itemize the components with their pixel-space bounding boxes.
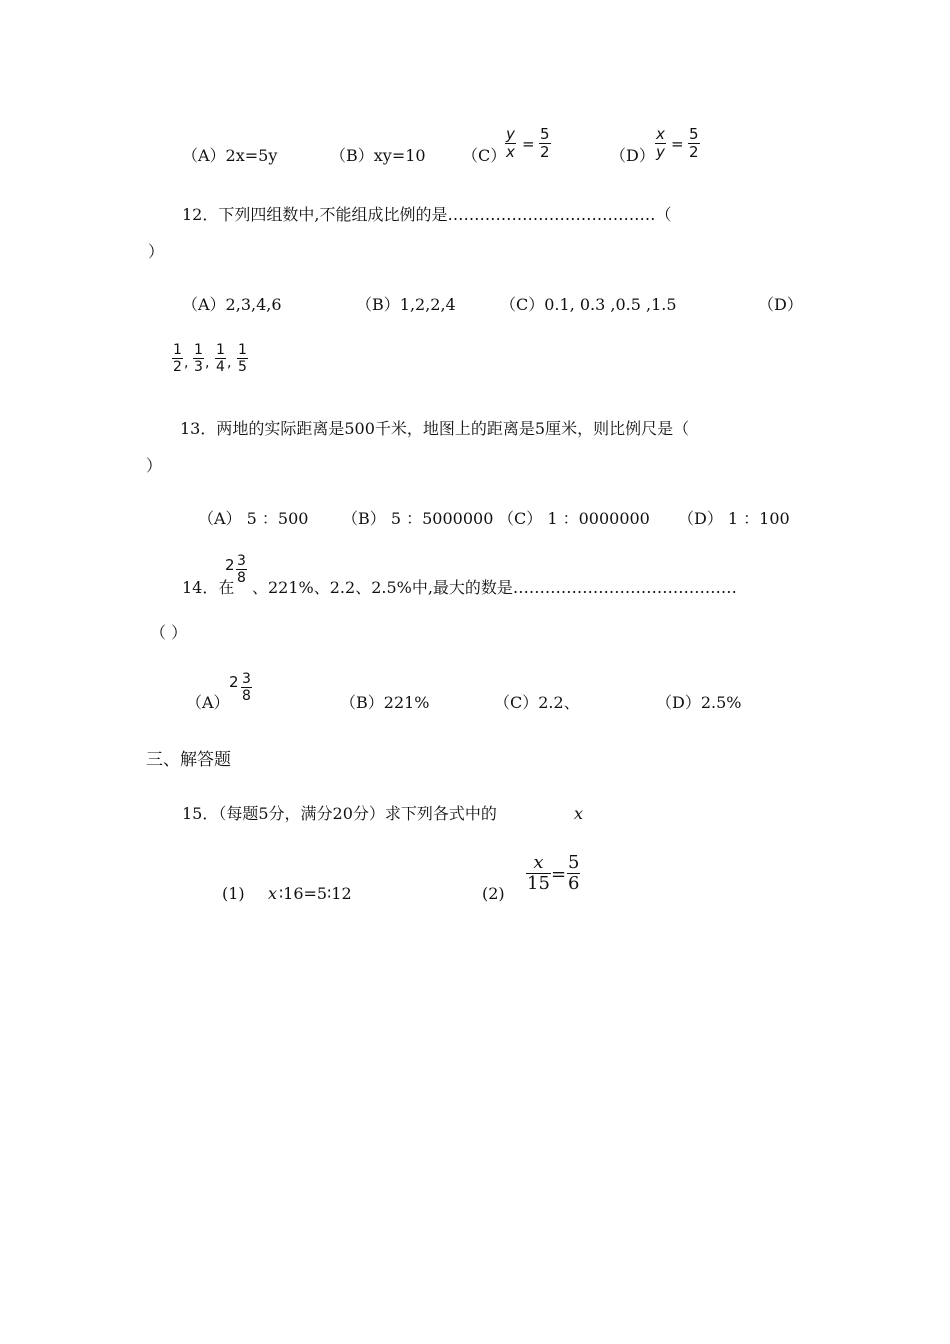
fraction-numerator: x — [656, 125, 665, 143]
q12-stem-close: ） — [148, 242, 165, 261]
q13-option-a: （A） 5 ：500 — [198, 509, 309, 528]
q11-option-a: （A）2x=5y — [182, 146, 278, 165]
q12-fraction-1 — [172, 343, 183, 374]
q14-option-a-label: （A） — [186, 693, 230, 712]
q14-option-c: （C）2.2、 — [494, 693, 580, 712]
q15-stem-variable: x — [574, 804, 584, 823]
fraction-denominator: 3 — [194, 359, 203, 375]
q14-stem-suffix: 、221%、2.2、2.5%中,最大的数是…………………………………… — [252, 578, 737, 597]
q12-comma: , — [205, 355, 210, 371]
q13-option-b: （B） 5 ：5000000 — [342, 509, 494, 528]
q15-part1-label: (1) — [222, 884, 245, 903]
q12-fraction-4 — [237, 343, 248, 374]
q12-option-d-label: （D） — [758, 295, 803, 314]
fraction-numerator: 3 — [237, 553, 246, 569]
q12-comma: , — [227, 355, 232, 371]
q13-stem-close: ） — [146, 456, 163, 475]
q12-option-a: （A）2,3,4,6 — [182, 295, 282, 314]
q14-option-a-whole: 2 — [229, 673, 239, 691]
q15-part1-variable: x — [268, 884, 278, 903]
fraction-numerator: 1 — [238, 342, 247, 358]
q14-stem-prefix: 14．在 — [182, 578, 235, 597]
fraction-numerator: 5 — [568, 852, 580, 873]
fraction-numerator: 1 — [194, 342, 203, 358]
fraction-denominator: 15 — [527, 873, 550, 894]
q15-part2-equals: = — [551, 864, 567, 885]
q13-stem: 13．两地的实际距离是500千米，地图上的距离是5厘米，则比例尺是（ — [180, 419, 690, 438]
q12-fraction-3 — [215, 343, 226, 374]
fraction-denominator: 8 — [242, 688, 251, 704]
q11-option-c-value — [539, 127, 551, 160]
q14-option-a-fraction — [241, 672, 252, 703]
fraction-denominator: 4 — [216, 359, 225, 375]
q11-option-d-label: （D） — [610, 146, 655, 165]
q11-option-d-fraction — [655, 127, 666, 160]
q13-option-d: （D） 1 ：100 — [678, 509, 790, 528]
q12-fraction-2 — [193, 343, 204, 374]
q11-option-d-equals: = — [671, 135, 684, 153]
q12-option-b: （B）1,2,2,4 — [356, 295, 456, 314]
q15-part2-label: (2) — [482, 884, 505, 903]
fraction-numerator: 1 — [173, 342, 182, 358]
fraction-denominator: 6 — [568, 873, 580, 894]
fraction-numerator: x — [533, 852, 544, 873]
q14-option-b: （B）221% — [340, 693, 430, 712]
fraction-numerator: 5 — [689, 125, 699, 143]
q14-mixed-whole: 2 — [225, 556, 235, 574]
fraction-numerator: 5 — [540, 125, 550, 143]
fraction-denominator: 5 — [238, 359, 247, 375]
fraction-numerator: 3 — [242, 671, 251, 687]
q14-option-d: （D）2.5% — [656, 693, 742, 712]
q15-part2-value — [567, 854, 580, 893]
q12-stem: 12．下列四组数中,不能组成比例的是…………………………………（ — [182, 205, 672, 224]
fraction-denominator: 2 — [689, 143, 699, 161]
q11-option-c-equals: = — [522, 135, 535, 153]
q14-mixed-fraction — [236, 554, 247, 585]
fraction-denominator: y — [656, 143, 665, 161]
q13-option-c: （C） 1 ：0000000 — [498, 509, 650, 528]
section-title: 三、解答题 — [146, 750, 231, 770]
fraction-denominator: x — [506, 143, 515, 161]
q15-stem-prefix: 15．（每题5分，满分20分）求下列各式中的 — [182, 804, 497, 823]
q14-stem-close: （ ） — [150, 623, 188, 642]
q11-option-d-value — [688, 127, 700, 160]
fraction-numerator: y — [506, 125, 515, 143]
q15-part1-equation: ∶16=5∶12 — [279, 884, 352, 903]
q15-part2-fraction — [526, 854, 551, 893]
fraction-denominator: 8 — [237, 570, 246, 586]
q12-comma: , — [184, 355, 189, 371]
q11-option-b: （B）xy=10 — [330, 146, 426, 165]
fraction-numerator: 1 — [216, 342, 225, 358]
fraction-denominator: 2 — [540, 143, 550, 161]
q11-option-c-fraction — [505, 127, 516, 160]
q12-option-c: （C）0.1, 0.3 ,0.5 ,1.5 — [500, 295, 677, 314]
fraction-denominator: 2 — [173, 359, 182, 375]
q11-option-c-label: （C） — [462, 146, 507, 165]
